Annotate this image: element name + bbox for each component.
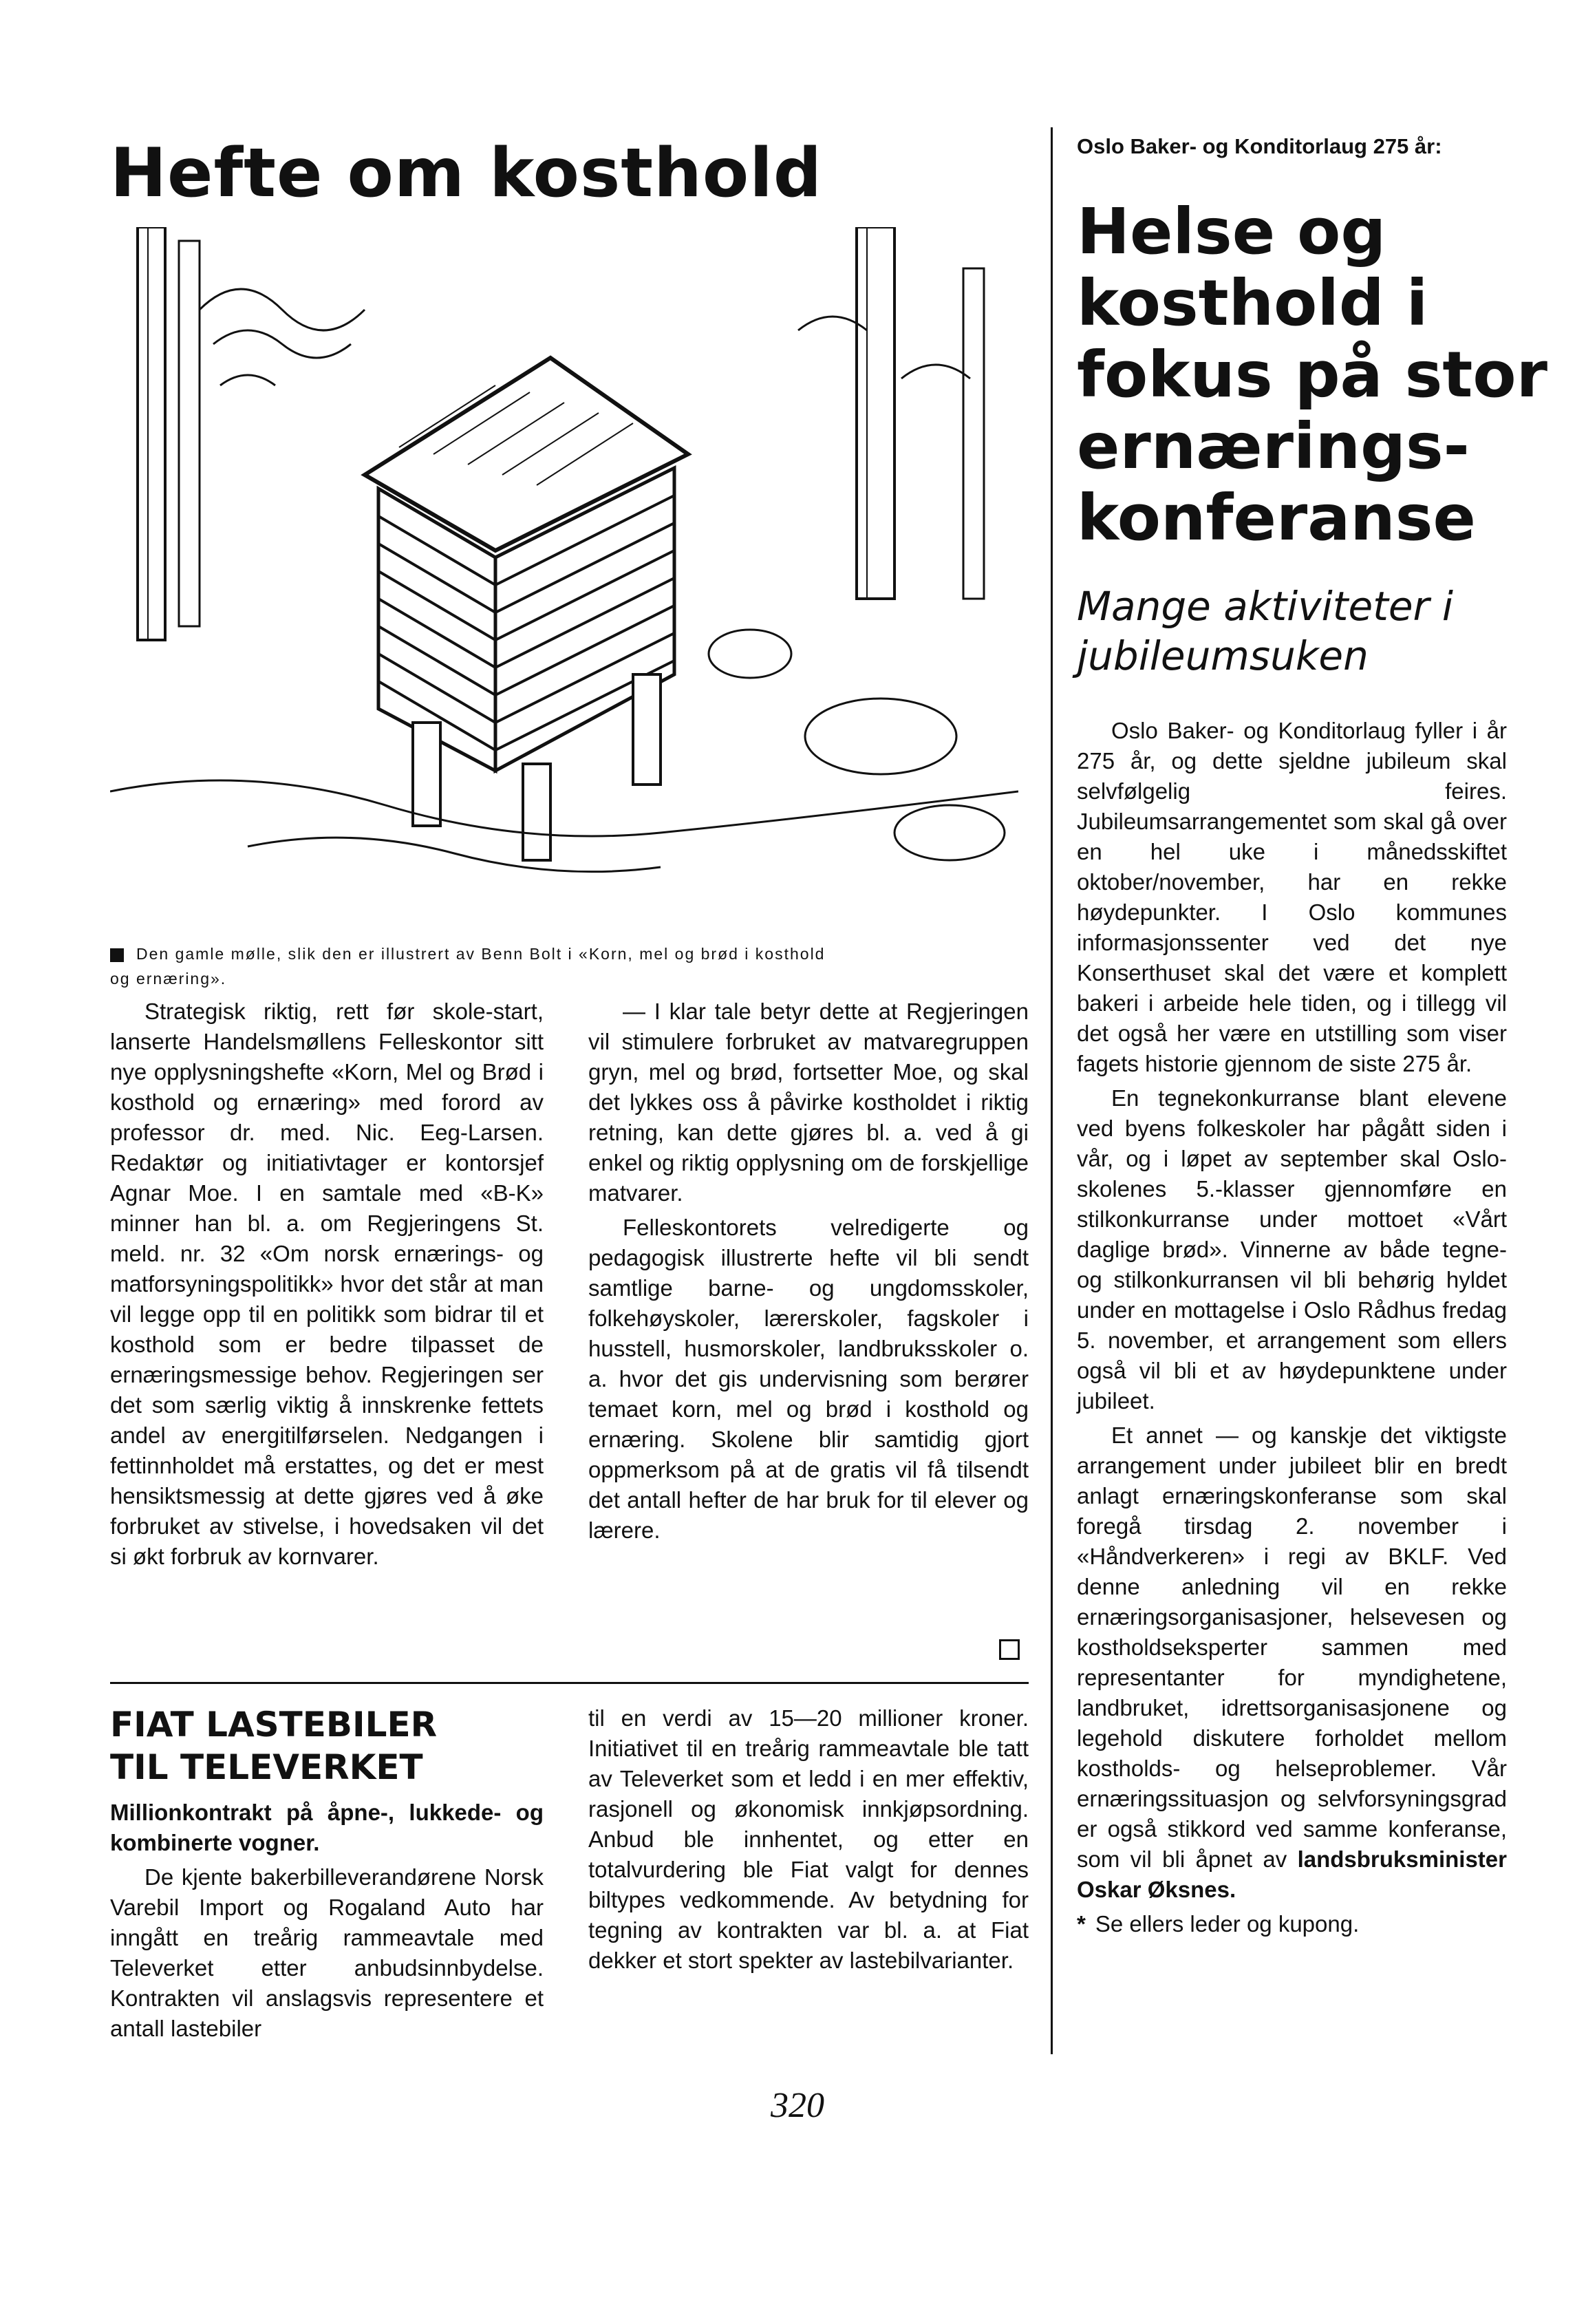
horizontal-divider	[110, 1682, 1029, 1684]
right-subheadline: Mange aktiviteter i jubileumsuken	[1077, 583, 1453, 679]
article1-paragraph-2: — I klar tale betyr dette at Regjeringen vil stimulere forbruket av matvaregruppen gryn, mel og brød, fortsetter Moe, og skal det lykkes oss å påvirke kostholdet i riktig retning, kan dette gjøres bl. a. ved å gi enkel og riktig opplysning om de forskjellige matvarer.	[588, 999, 1029, 1206]
end-of-article-box	[999, 1639, 1020, 1660]
fiat-column-2	[588, 1703, 1029, 1980]
mill-illustration	[110, 227, 1018, 922]
right-headline: Helse og kosthold i fokus på stor ernærings-konferanse	[1077, 195, 1547, 555]
right-kicker: Oslo Baker- og Konditorlaug 275 år:	[1077, 134, 1442, 158]
right-paragraph-3-text: Et annet — og kanskje det viktigste arrangement under jubileet blir en bredt anlagt ernæringskonferanse som skal foregå tirsdag 2. november i «Håndverkeren» i regi av BKLF. Ved denne anledning vil en rekke ernæringsorganisasjoner, helsevesen og kostholdseksperter sammen med representanter for myndighetene, landbruket, idrettsorganisasjonene og legehold diskutere forholdet mellom kostholds- og helseproblemer. Vår ernæringssituasjon og selvforsyningsgrad er også stikkord ved samme konferanse, som vil bli åpnet av	[1077, 1422, 1507, 1872]
footnote	[1077, 1909, 1507, 1939]
article1-paragraph-1: Strategisk riktig, rett før skole-start, lanserte Handelsmøllens Felleskontor sitt nye opplysningshefte «Korn, Mel og Brød i kosthold og ernæring» med forord av professor dr. med. Nic. Eeg-Larsen. Redaktør og initiativtager er kontorsjef Agnar Moe. I en samtale med «B-K» minner han bl. a. om Regjeringens St. meld. nr. 32 «Om norsk ernærings- og matforsyningspolitikk» hvor det står at man vil legge opp til en politikk som bidrar til et kosthold som er bedre tilpasset de ernæringsmessige behov. Regjeringen ser det som særlig viktig å innskrenke fettets andel av energitilførselen. Nedgangen i fettinnholdet må erstattes, og det er mest hensiktsmessig at dette gjøres ved å øke forbruket av stivelse, i hovedsaken vil det si økt forbruk av kornvarer.	[110, 999, 544, 1569]
article1-column-2	[588, 996, 1029, 1550]
fiat-subheadline: Millionkontrakt på åpne-, lukkede- og kombinerte vogner.	[110, 1800, 544, 1855]
illustration-caption	[110, 941, 833, 991]
caption-text: Den gamle mølle, slik den er illustrert av Benn Bolt i «Korn, mel og brød i kosthold og ernæring».	[110, 945, 826, 988]
right-paragraph-1: Oslo Baker- og Konditorlaug fyller i år 275 år, og dette sjeldne jubileum skal selvfølgelig feires. Jubileumsarrangementet som skal gå over en hel uke i månedsskiftet oktober/november, har en rekke høydepunkter. I Oslo kommunes informasjonssenter ved det nye Konserthuset skal det være et komplett bakeri i arbeide hele tiden, og i tillegg vil det også her være en utstilling som viser fagets historie gjennom de siste 275 år.	[1077, 718, 1507, 1076]
fiat-paragraph-1: De kjente bakerbilleverandørene Norsk Varebil Import og Rogaland Auto har inngått en treårig rammeavtale med Televerket etter anbudsinnbydelse. Kontrakten vil anslagsvis representere et antall lastebiler	[110, 1864, 544, 2041]
fiat-column-1	[110, 1798, 544, 2048]
right-paragraph-3	[1077, 1420, 1507, 1905]
article-title: Hefte om kosthold	[110, 134, 822, 213]
footnote-text: Se ellers leder og kupong.	[1095, 1911, 1360, 1937]
right-column	[1077, 716, 1507, 1943]
article1-column-1	[110, 996, 544, 1576]
fiat-paragraph-2: til en verdi av 15—20 millioner kroner. Initiativet til en treårig rammeavtale ble tatt av Televerket som et ledd i en mer effektiv, rasjonell og økonomisk innkjøpsordning. Anbud ble innhentet, og etter en totalvurdering ble Fiat valgt for dennes biltypes vedkommende. Av betydning for tegning av kontrakten var bl. a. at Fiat dekker et stort spekter av lastebilvarianter.	[588, 1705, 1029, 1973]
right-paragraph-2: En tegnekonkurranse blant elevene ved byens folkeskoler har pågått siden i vår, og i løpet av september skal Oslo-skolenes 5.-klasser gjennomføre en stilkonkurranse under mottoet «Vårt daglige brød». Vinnerne av både tegne- og stilkonkurransen vil bli behørig hyldet under en mottagelse i Oslo Rådhus fredag 5. november, et arrangement som ellers også vil bli et av høydepunktene under jubileet.	[1077, 1085, 1507, 1414]
caption-square-marker	[110, 948, 124, 962]
vertical-divider	[1051, 127, 1053, 2054]
minister-name: landsbruksminister Oskar Øksnes.	[1077, 1846, 1507, 1902]
fiat-headline: FIAT LASTEBILER TIL TELEVERKET	[110, 1705, 438, 1787]
page-number: 320	[771, 2086, 824, 2125]
asterisk-icon: *	[1077, 1911, 1086, 1937]
article1-paragraph-3: Felleskontorets velredigerte og pedagogisk illustrerte hefte vil bli sendt samtlige barne- og ungdomsskoler, folkehøyskoler, lærerskoler, fagskoler i husstell, husmorskoler, landbruksskoler o. a. hvor det gis undervisning som berører temaet korn, mel og brød i kosthold og ernæring. Skolene blir samtidig gjort oppmerksom på at de gratis vil få tilsendt det antall hefter de har bruk for til elever og lærere.	[588, 1215, 1029, 1543]
